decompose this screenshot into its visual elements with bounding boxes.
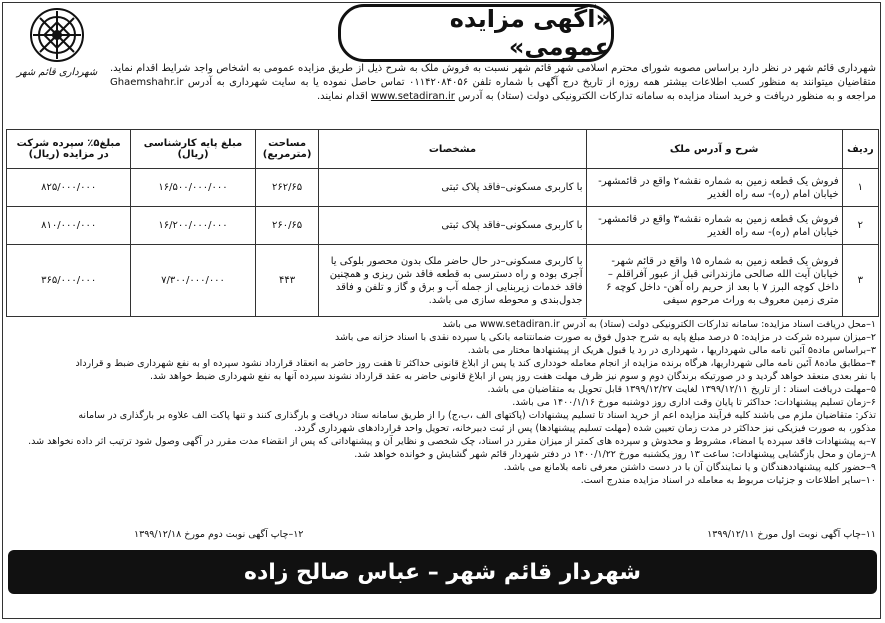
header-base-price: مبلغ پایه کارشناسی (ریال): [131, 130, 255, 169]
row-area: ۲۶۲/۶۵: [255, 169, 319, 207]
condition-item: ۸–زمان و محل بازگشایی پیشنهادات: ساعت ۱۳ روز یکشنبه مورخ ۱۴۰۰/۱/۲۲ در دفتر شهردار قائم شهر گشایش و خوانده خواهد شد.: [354, 449, 876, 460]
row-deposit: ۸۱۰/۰۰۰/۰۰۰: [7, 207, 131, 245]
row-spec: با کاربری مسکونی–فاقد پلاک ثبتی: [319, 207, 586, 245]
page-title: «آگهی مزایده عمومی»: [338, 4, 614, 62]
row-number: ۳: [842, 245, 878, 317]
condition-item: ۴–مطابق ماده۸ آئین نامه مالی شهرداریها، هرگاه برنده مزایده از انجام معامله خودداری کند یا پس از ابلاغ قانونی حداکثر تا هفت روز حاضر به انعقاد قرارداد نشود سپرده او به نفع شهرداری ضبط و قرارداد: [75, 358, 876, 369]
intro-tail: اقدام نمایند.: [316, 91, 368, 102]
row-number: ۱: [842, 169, 878, 207]
second-print-date: ۱۲–چاپ آگهی نوبت دوم مورخ ۱۳۹۹/۱۲/۱۸: [134, 529, 304, 540]
table-row: [7, 207, 879, 245]
conditions-list: [14, 318, 876, 487]
row-area: ۴۴۳: [255, 245, 319, 317]
row-base-price: ۱۶/۲۰۰/۰۰۰/۰۰۰: [131, 207, 255, 245]
row-deposit: ۸۲۵/۰۰۰/۰۰۰: [7, 169, 131, 207]
row-base-price: ۱۶/۵۰۰/۰۰۰/۰۰۰: [131, 169, 255, 207]
condition-item: ۱–محل دریافت اسناد مزایده: سامانه تدارکات الکترونیکی دولت (ستاد) به آدرس www.setadiran.ir می باشد: [442, 319, 876, 330]
row-base-price: ۷/۳۰۰/۰۰۰/۰۰۰: [131, 245, 255, 317]
condition-item: ۱۰–سایر اطلاعات و جزئیات مربوط به معامله در اسناد مزایده مندرج است.: [580, 475, 876, 486]
condition-item: مذکور، به صورت فیزیکی نیز حداکثر در مدت زمان تعیین شده (مهلت تسلیم پیشنهادها) پس از ثبت دبیرخانه، تحویل واحد قراردادهای شهرداری گردد.: [294, 423, 876, 434]
intro-paragraph: [110, 62, 876, 104]
table-header-row: [7, 130, 879, 169]
properties-table: [6, 129, 879, 317]
condition-item: ۶–زمان تسلیم پیشنهادات: حداکثر تا پایان وقت اداری روز دوشنبه مورخ ۱۴۰۰/۱/۱۶ می باشد.: [512, 397, 876, 408]
header-spec: مشخصات: [319, 130, 586, 169]
condition-item: ۷–به پیشنهادات فاقد سپرده یا امضاء، مشروط و مخدوش و سپرده های کمتر از میزان مقرر در اسناد، چک شخصی و نظایر آن و پیشنهاداتی که پس از انقضاء مدت مقرر در آگهی وصول شود ترتیب اثر داده نخواهد شد.: [28, 436, 876, 447]
emblem-icon: [26, 5, 88, 65]
first-print-date: ۱۱–چاپ آگهی نوبت اول مورخ ۱۳۹۹/۱۲/۱۱: [707, 529, 876, 540]
condition-item: ۵–مهلت دریافت اسناد : از تاریخ ۱۳۹۹/۱۲/۱۱ لغایت ۱۳۹۹/۱۲/۲۷ قابل تحویل به متقاضیان می باشد.: [487, 384, 876, 395]
header-deposit: مبلغ۵٪ سپرده شرکت در مزایده (ریال): [7, 130, 131, 169]
row-spec: با کاربری مسکونی–در حال حاضر ملک بدون محصور بلوکی یا آجری بوده و راه دسترسی به قطعه فاقد شن ریزی و همچنین فاقد خدمات زیربنایی از جمله آب و برق و گاز و تلفن و فاقد جدول‌بندی و محوطه سازی می باشد.: [319, 245, 586, 317]
setadiran-link[interactable]: www.setadiran.ir: [370, 91, 455, 102]
table-row: [7, 245, 879, 317]
condition-item: با نفر بعدی منعقد خواهد گردید و در صورتیکه برندگان دوم و سوم نیز ظرف مهلت هفت روز پس از ابلاغ قانونی حاضر به عقد قرارداد نشوند سپرده آنها به نفع شهرداری ضبط خواهد شد.: [149, 371, 876, 382]
logo-caption: شهرداری قائم شهر: [16, 67, 98, 78]
intro-text: شهرداری قائم شهر در نظر دارد براساس مصوبه شورای محترم اسلامی شهر قائم شهر نسبت به فروش ملک به شرح ذیل از طریق مزایده عمومی به اشخاص واجد شرایط اقدام نماید. متقاضیان میتوانند به منظور کسب اطلاعات بیشتر همه روزه از تاریخ درج آگهی با شماره تلفن ۰۱۱۴۲۰۸۴۰۵۶ تماس حاصل نموده یا به سایت شهرداری به آدرس Ghaemshahr.ir مراجعه و به منظور دریافت و خرید اسناد مزایده به سامانه تدارکات الکترونیکی دولت (ستاد) به آدرس: [110, 63, 877, 102]
row-area: ۲۶۰/۶۵: [255, 207, 319, 245]
row-address: فروش یک قطعه زمین به شماره ۱۵ واقع در قائم شهر- خیابان آیت الله صالحی مازندرانی قبل از عبور آفراقلم – داخل کوچه البرز ۷ با بعد از حریم راه آهن- داخل کوچه ۶ متری زمین معروف به وراث مرحوم سیفی: [586, 245, 842, 317]
table-row: [7, 169, 879, 207]
row-address: فروش یک قطعه زمین به شماره نقشه۲ واقع در قائمشهر- خیابان امام (ره)- سه راه الغدیر: [586, 169, 842, 207]
print-dates-row: [14, 529, 876, 543]
header-row-num: ردیف: [842, 130, 878, 169]
condition-item: ۲–میزان سپرده شرکت در مزایده: ۵ درصد مبلغ پایه به شرح جدول فوق به صورت ضمانتنامه بانکی یا سپرده نقدی با اسناد خزانه می باشد: [334, 332, 876, 343]
mayor-signature-banner: شهردار قائم شهر – عباس صالح زاده: [8, 550, 877, 594]
municipality-logo: [12, 5, 102, 89]
row-number: ۲: [842, 207, 878, 245]
condition-item: ۹–حضور کلیه پیشنهاددهندگان و یا نمایندگان آن با در دست داشتن معرفی نامه بلامانع می باشد.: [503, 462, 876, 473]
header-address: شرح و آدرس ملک: [586, 130, 842, 169]
row-spec: با کاربری مسکونی–فاقد پلاک ثبتی: [319, 169, 586, 207]
row-deposit: ۳۶۵/۰۰۰/۰۰۰: [7, 245, 131, 317]
row-address: فروش یک قطعه زمین به شماره نقشه۳ واقع در قائمشهر- خیابان امام (ره)- سه راه الغدیر: [586, 207, 842, 245]
condition-item: تذکر: متقاضیان ملزم می باشند کلیه فرآیند مزایده اعم از خرید اسناد تا تسلیم پیشنهادات (پاکتهای الف ،ب،ج) را از طریق سامانه ستاد دریافت و بارگذاری کنند و تنها پاکت الف علاوه بر بارگذاری در سامانه: [78, 410, 876, 421]
header-area: مساحت (مترمربع): [255, 130, 319, 169]
condition-item: ۳–براساس ماده۵ آئین نامه مالی شهرداریها ، شهرداری در رد یا قبول هریک از پیشنهادها مختار می باشد.: [467, 345, 876, 356]
